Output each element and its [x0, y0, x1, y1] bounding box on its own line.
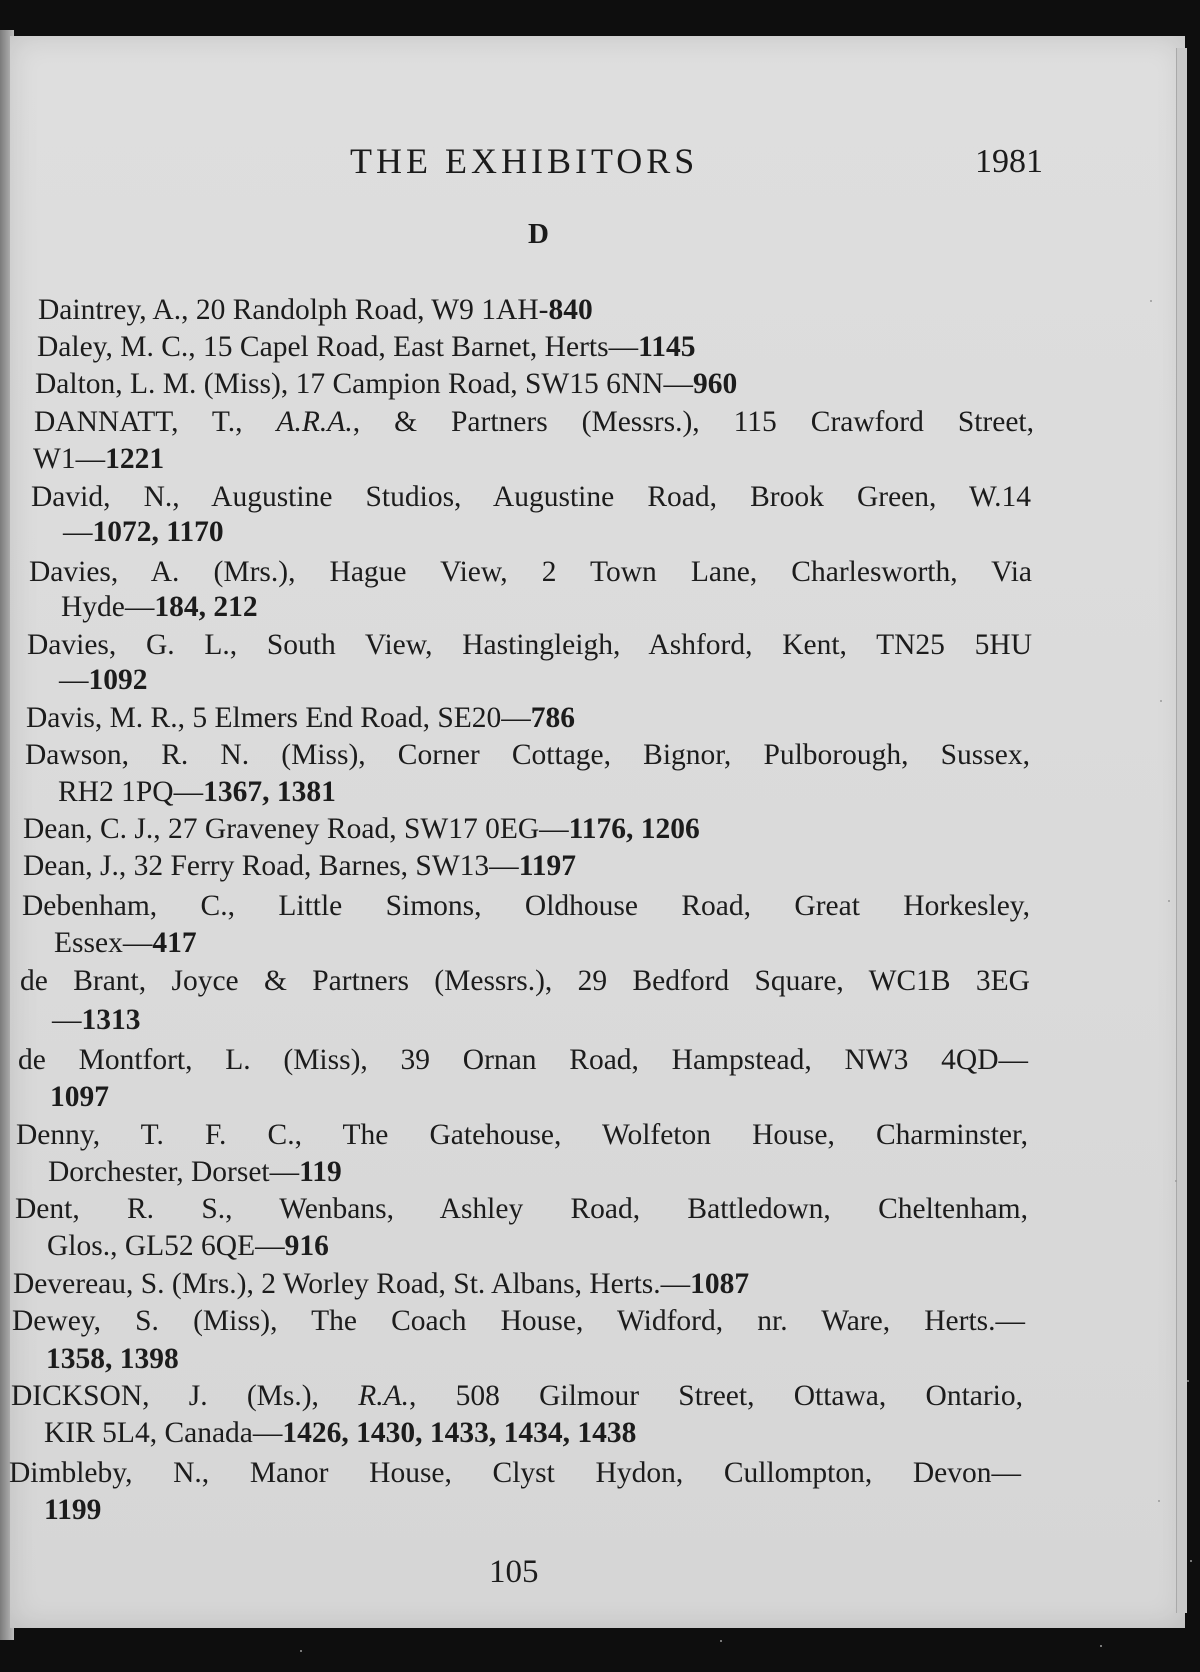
entry-dalton — [35, 370, 737, 400]
catalogue-numbers: 119 — [299, 1156, 342, 1188]
catalogue-numbers: 1092 — [88, 664, 148, 696]
dust-speck — [1190, 1560, 1192, 1562]
running-head-title: THE EXHIBITORS — [350, 141, 699, 181]
entry-text: de Brant, Joyce & Partners (Messrs.), 29 Bedford Square, WC1B 3EG — [20, 965, 1030, 997]
catalogue-numbers: 1367, 1381 — [203, 776, 336, 808]
page-number: 105 — [489, 1554, 539, 1590]
dust-speck — [300, 1650, 302, 1652]
entry-dawson — [25, 741, 1030, 771]
entry-text: DANNATT, T., — [34, 406, 277, 438]
entry-dannatt — [34, 408, 1034, 438]
entry-text: Dean, J., 32 Ferry Road, Barnes, SW13— — [23, 850, 519, 882]
entry-text: Devereau, S. (Mrs.), 2 Worley Road, St. Albans, Herts.— — [13, 1268, 691, 1300]
honorific: R.A. — [358, 1380, 409, 1412]
entry-dent-continued — [47, 1232, 329, 1262]
entry-debenham — [22, 892, 1030, 922]
entry-text: , 508 Gilmour Street, Ottawa, Ontario, — [408, 1380, 1024, 1412]
dust-speck — [1100, 1645, 1102, 1647]
catalogue-numbers: 1072, 1170 — [92, 516, 224, 548]
entry-denny-continued — [48, 1158, 342, 1188]
honorific: A.R.A. — [276, 406, 353, 438]
entry-dewey-continued — [46, 1345, 179, 1375]
dust-speck — [720, 1640, 722, 1642]
entry-davis — [26, 704, 575, 734]
entry-text: Davis, M. R., 5 Elmers End Road, SE20— — [26, 702, 531, 734]
entry-de-brant-continued — [52, 1006, 141, 1036]
dust-speck — [1168, 900, 1170, 902]
catalogue-numbers: 417 — [152, 927, 197, 959]
entry-davies-a — [29, 558, 1032, 588]
entry-davies-g-continued — [59, 666, 148, 696]
entry-text: Debenham, C., Little Simons, Oldhouse Road, Great Horkesley, — [22, 890, 1030, 922]
entry-text: Hyde— — [61, 591, 155, 623]
entry-text: Dewey, S. (Miss), The Coach House, Widford, nr. Ware, Herts.— — [12, 1305, 1025, 1337]
catalogue-numbers: 786 — [530, 702, 576, 734]
catalogue-numbers: 184, 212 — [154, 591, 258, 623]
catalogue-numbers: 1313 — [81, 1004, 141, 1036]
entry-text: Daley, M. C., 15 Capel Road, East Barnet, Herts— — [37, 331, 639, 363]
dust-speck — [1187, 1380, 1189, 1382]
entry-daintrey — [38, 296, 593, 326]
catalogue-numbers: 1197 — [518, 850, 577, 882]
entry-daley — [37, 333, 695, 363]
entry-text: Dorchester, Dorset— — [48, 1156, 300, 1188]
catalogue-numbers: 1426, 1430, 1433, 1434, 1438 — [282, 1417, 637, 1449]
entry-dean-j — [23, 852, 576, 882]
entry-dent — [15, 1195, 1028, 1225]
entry-text: Dawson, R. N. (Miss), Corner Cottage, Bignor, Pulborough, Sussex, — [25, 739, 1030, 771]
entry-davies-g — [27, 631, 1032, 661]
catalogue-numbers: 1221 — [105, 443, 165, 475]
catalogue-numbers: 1087 — [690, 1268, 750, 1300]
entry-dawson-continued — [58, 778, 336, 808]
entry-text: Davies, G. L., South View, Hastingleigh, Ashford, Kent, TN25 5HU — [27, 629, 1032, 661]
entry-debenham-continued — [54, 929, 197, 959]
entry-text: — — [63, 516, 93, 548]
catalogue-numbers: 960 — [693, 368, 738, 400]
entry-de-montfort-continued — [50, 1083, 109, 1113]
entry-dickson-continued — [44, 1419, 636, 1449]
entry-text: RH2 1PQ— — [58, 776, 204, 808]
dust-speck — [1160, 700, 1162, 702]
running-head-year: 1981 — [975, 143, 1043, 180]
entry-de-montfort — [18, 1046, 1028, 1076]
entry-denny — [16, 1121, 1028, 1151]
catalogue-numbers: 1176, 1206 — [568, 813, 700, 845]
entry-text: Dimbleby, N., Manor House, Clyst Hydon, Cullompton, Devon— — [9, 1457, 1021, 1489]
page-edge — [1176, 48, 1187, 1613]
catalogue-numbers: 1358, 1398 — [46, 1343, 179, 1375]
entry-text: — — [59, 664, 89, 696]
dust-speck — [1175, 1180, 1177, 1182]
entry-text: Davies, A. (Mrs.), Hague View, 2 Town Lane, Charlesworth, Via — [29, 556, 1032, 588]
entry-dannatt-continued — [33, 445, 164, 475]
entry-text: — — [52, 1004, 82, 1036]
entry-text: W1— — [33, 443, 106, 475]
catalogue-numbers: 1097 — [50, 1081, 109, 1113]
catalogue-numbers: 840 — [548, 294, 593, 326]
catalogue-numbers: 1199 — [44, 1494, 102, 1526]
entry-text: , & Partners (Messrs.), 115 Crawford Street, — [352, 406, 1035, 438]
catalogue-numbers: 1145 — [638, 331, 696, 363]
entry-text: DICKSON, J. (Ms.), — [11, 1380, 359, 1412]
entry-text: Dalton, L. M. (Miss), 17 Campion Road, SW15 6NN— — [35, 368, 693, 400]
entry-dimbleby — [9, 1459, 1021, 1489]
entry-devereau — [13, 1270, 749, 1300]
entry-dickson — [11, 1382, 1023, 1412]
entry-david-continued — [63, 518, 224, 548]
catalogue-numbers: 916 — [284, 1230, 329, 1262]
entry-text: Dent, R. S., Wenbans, Ashley Road, Battledown, Cheltenham, — [15, 1193, 1028, 1225]
entry-de-brant — [20, 967, 1030, 997]
entry-dewey — [12, 1307, 1025, 1337]
entry-david — [31, 483, 1031, 513]
entry-dean-c — [23, 815, 700, 845]
entry-text: David, N., Augustine Studios, Augustine Road, Brook Green, W.14 — [31, 481, 1031, 513]
entry-text: Essex— — [54, 927, 153, 959]
entry-dimbleby-continued — [44, 1496, 101, 1526]
entry-text: Dean, C. J., 27 Graveney Road, SW17 0EG— — [23, 813, 569, 845]
entry-text: Daintrey, A., 20 Randolph Road, W9 1AH- — [38, 294, 549, 326]
dust-speck — [1150, 300, 1152, 302]
entry-davies-a-continued — [61, 593, 258, 623]
entry-text: de Montfort, L. (Miss), 39 Ornan Road, Hampstead, NW3 4QD— — [18, 1044, 1028, 1076]
section-letter: D — [528, 218, 549, 250]
entry-text: Denny, T. F. C., The Gatehouse, Wolfeton House, Charminster, — [16, 1119, 1028, 1151]
entry-text: KIR 5L4, Canada— — [44, 1417, 283, 1449]
dust-speck — [1158, 1500, 1160, 1502]
entry-text: Glos., GL52 6QE— — [47, 1230, 285, 1262]
